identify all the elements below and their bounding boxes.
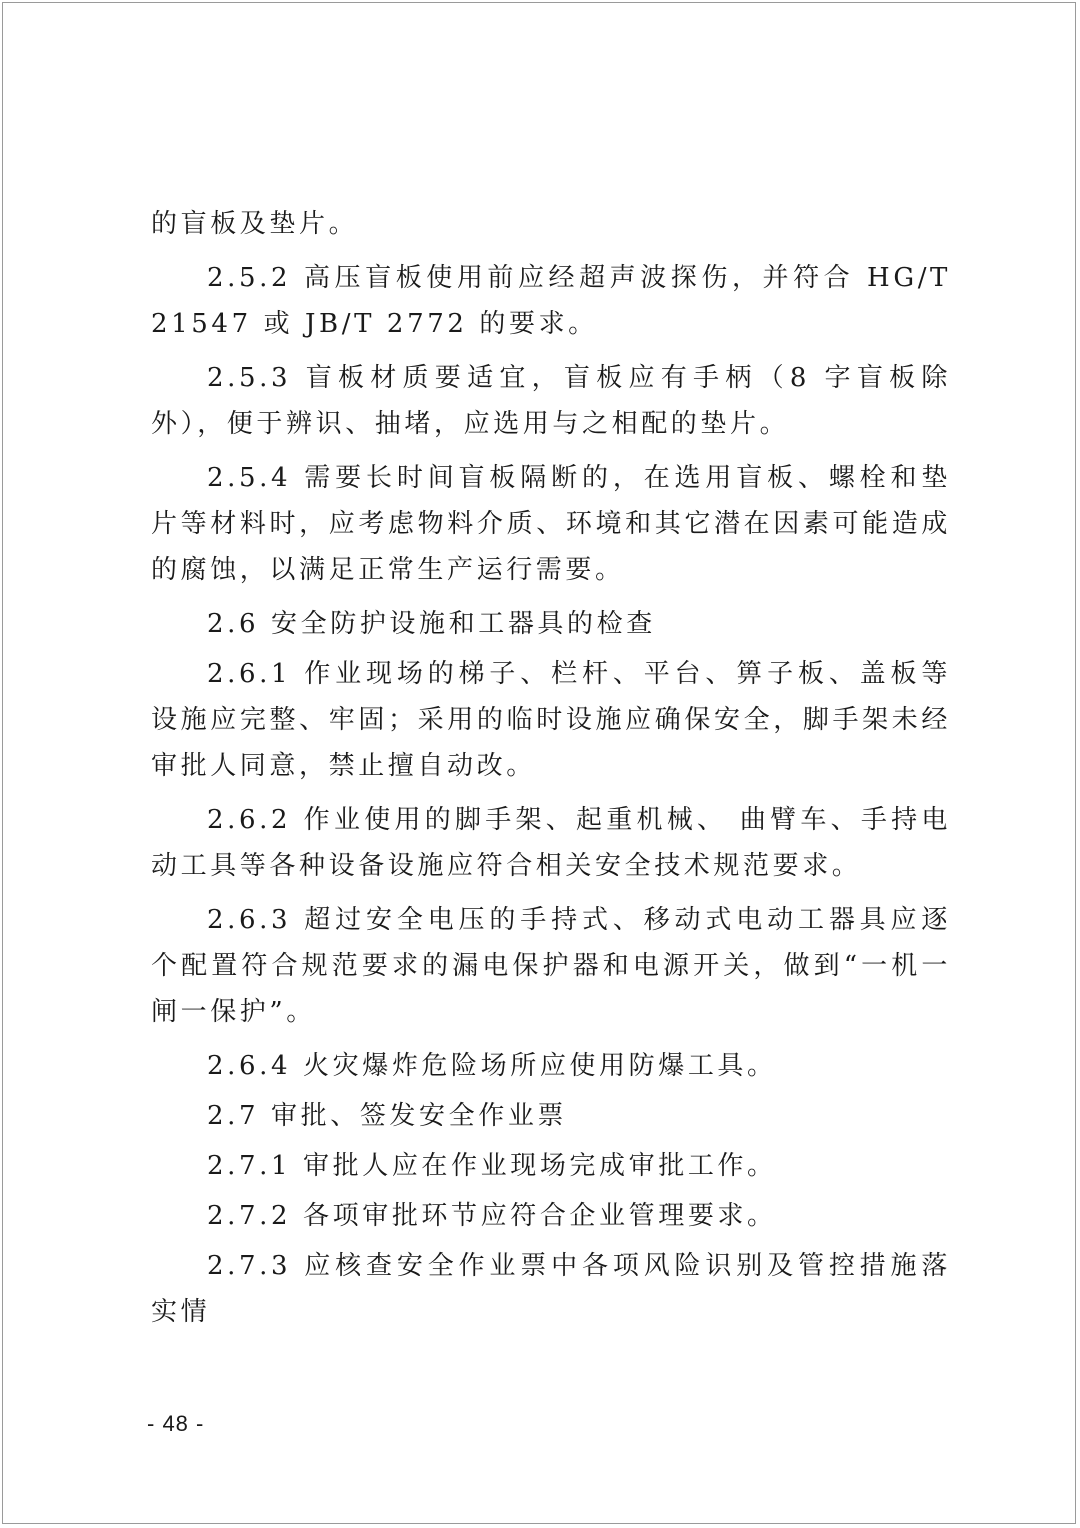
paragraph-2-7-2: 2.7.2 各项审批环节应符合企业管理要求。 xyxy=(207,1201,777,1231)
paragraph-2-6-2: 2.6.2 作业使用的脚手架、起重机械、 曲臂车、手持电动工具等各种设备设施应符合相关安全技术规范要求。 xyxy=(151,805,951,881)
paragraph-2-5-4: 2.5.4 需要长时间盲板隔断的，在选用盲板、螺栓和垫片等材料时，应考虑物料介质、环境和其它潜在因素可能造成的腐蚀，以满足正常生产运行需要。 xyxy=(151,463,951,585)
paragraph-2-5-3: 2.5.3 盲板材质要适宜，盲板应有手柄（8 字盲板除外），便于辨识、抽堵，应选用与之相配的垫片。 xyxy=(151,363,951,439)
paragraph-2-6-4: 2.6.4 火灾爆炸危险场所应使用防爆工具。 xyxy=(207,1051,777,1081)
section-heading-2-7: 2.7 审批、签发安全作业票 xyxy=(207,1101,568,1131)
document-body xyxy=(151,201,951,1335)
paragraph-2-7-3: 2.7.3 应核查安全作业票中各项风险识别及管控措施落实情 xyxy=(151,1251,951,1327)
paragraph-2-7-1: 2.7.1 审批人应在作业现场完成审批工作。 xyxy=(207,1151,777,1181)
document-page xyxy=(2,2,1076,1524)
section-heading-2-6: 2.6 安全防护设施和工器具的检查 xyxy=(207,609,656,639)
paragraph-2-5-2: 2.5.2 高压盲板使用前应经超声波探伤，并符合 HG/T 21547 或 JB/T 2772 的要求。 xyxy=(151,263,951,339)
paragraph-continuation: 的盲板及垫片。 xyxy=(151,209,359,239)
paragraph-2-6-3: 2.6.3 超过安全电压的手持式、移动式电动工器具应逐个配置符合规范要求的漏电保护器和电源开关，做到“一机一闸一保护”。 xyxy=(151,905,951,1027)
paragraph-2-6-1: 2.6.1 作业现场的梯子、栏杆、平台、箅子板、盖板等设施应完整、牢固；采用的临时设施应确保安全，脚手架未经审批人同意，禁止擅自动改。 xyxy=(151,659,951,781)
page-number: - 48 - xyxy=(147,1411,205,1436)
